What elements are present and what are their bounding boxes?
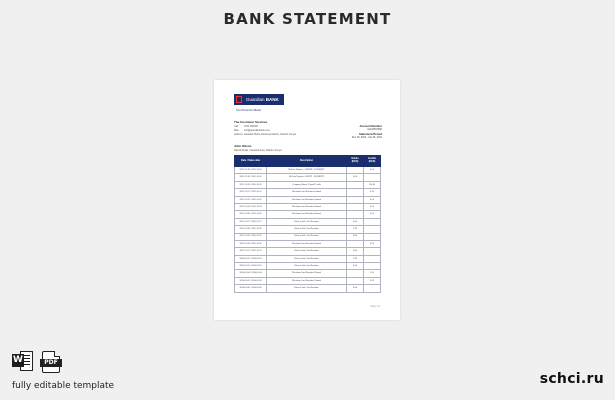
column-header-credits: Credits (KES): [364, 156, 381, 167]
word-document-icon: [12, 350, 34, 374]
account-holder-address: Nairobi Road, Industrial Area, Nairobi, Kenya: [234, 149, 282, 152]
cell-credit: [364, 248, 381, 255]
cell-date: 2023-12-24 / 2023-12-24: [235, 203, 267, 210]
cell-debit: [347, 196, 364, 203]
cell-date: 2023-12-27 / 2023-12-27: [235, 218, 267, 225]
cell-description: Merchant Card Purchase Refund: [267, 189, 347, 196]
table-row: [235, 203, 381, 210]
cell-description: Point of Sale Card Purchase: [267, 263, 347, 270]
cell-debit: [347, 277, 364, 284]
cell-description: Point of Sale Card Purchase: [267, 285, 347, 292]
cell-date: 2024-01-04 / 2024-01-04: [235, 270, 267, 277]
cell-description: Merchant Card Purchase Refund: [267, 211, 347, 218]
cell-credit: 200.00: [364, 181, 381, 188]
table-row: [235, 270, 381, 277]
cell-date: 2023-12-18 / 2023-12-18: [235, 167, 267, 174]
statement-document: [214, 80, 400, 320]
table-row: [235, 248, 381, 255]
cell-credit: 8.10: [364, 211, 381, 218]
pdf-document-icon: [40, 350, 62, 374]
table-header-row: [235, 156, 381, 167]
table-row: [235, 240, 381, 247]
site-brand: schci.ru: [539, 371, 604, 387]
cell-credit: 6.20: [364, 277, 381, 284]
page-number: Page 1/1: [370, 305, 380, 308]
cell-debit: [347, 167, 364, 174]
cell-description: Point of Sale Card Purchase: [267, 218, 347, 225]
table-row: [235, 211, 381, 218]
cell-date: 2023-12-28 / 2023-12-28: [235, 226, 267, 233]
statement-period-label: Statement Period: [358, 132, 382, 136]
cell-date: 2023-12-26 / 2023-12-26: [235, 211, 267, 218]
cell-credit: [364, 226, 381, 233]
transactions-body: [235, 167, 381, 293]
cell-description: Merchant Card Purchase Refund: [267, 277, 347, 284]
bank-logo-name: BANK: [265, 97, 279, 102]
column-header-description: Description: [267, 156, 347, 167]
cell-credit: [364, 233, 381, 240]
cell-description: Company Salary / Payroll Credit: [267, 181, 347, 188]
table-row: [235, 196, 381, 203]
cell-debit: 8.04: [347, 263, 364, 270]
table-row: [235, 277, 381, 284]
cell-date: 2024-01-03 / 2024-01-03: [235, 263, 267, 270]
cell-credit: 8.10: [364, 240, 381, 247]
pdf-icon-label: PDF: [40, 359, 62, 367]
table-row: [235, 263, 381, 270]
cell-credit: 8.10: [364, 189, 381, 196]
cell-debit: 8.04: [347, 248, 364, 255]
table-row: [235, 255, 381, 262]
cell-credit: [364, 255, 381, 262]
cell-description: Point of Sale Card Purchase: [267, 255, 347, 262]
cell-debit: 3.99: [347, 226, 364, 233]
cell-debit: [347, 189, 364, 196]
column-header-date: Date / Value date: [235, 156, 267, 167]
table-row: [235, 174, 381, 181]
cell-date: 2023-12-29 / 2023-12-29: [235, 233, 267, 240]
cell-description: Point of Sale Card Purchase: [267, 226, 347, 233]
table-row: [235, 181, 381, 188]
format-icons: [12, 350, 62, 374]
cell-description: Merchant Card Purchase Refund: [267, 270, 347, 277]
cell-description: Merchant Card Purchase Refund: [267, 203, 347, 210]
cell-credit: 2.50: [364, 270, 381, 277]
cell-credit: [364, 218, 381, 225]
statement-period-value: Dec 18, 2023 - Jan 06, 2024: [351, 136, 382, 139]
table-row: [235, 233, 381, 240]
cell-credit: [364, 285, 381, 292]
cell-debit: 3.99: [347, 255, 364, 262]
customer-service-line: AddressGuardian Bank, Business District, Nairobi, Kenya: [234, 133, 296, 136]
word-icon-letter: W: [13, 355, 23, 365]
cell-debit: [347, 240, 364, 247]
column-header-debits: Debits (KES): [347, 156, 364, 167]
transactions-table: [234, 155, 381, 293]
cell-date: 2023-12-20 / 2023-12-20: [235, 181, 267, 188]
cell-credit: 8.10: [364, 196, 381, 203]
cell-date: 2023-12-18 / 2023-12-18: [235, 174, 267, 181]
bank-logo-icon: [234, 94, 244, 105]
account-number-label: Account Number: [359, 124, 382, 128]
cell-debit: [347, 270, 364, 277]
page-title: BANK STATEMENT: [223, 10, 392, 28]
table-row: [235, 167, 381, 174]
cell-date: 2024-01-05 / 2024-01-05: [235, 277, 267, 284]
cell-description: Point of Sale Card Purchase: [267, 248, 347, 255]
cell-date: 2024-01-02 / 2024-01-02: [235, 255, 267, 262]
account-number-value: 01234567890: [367, 128, 382, 131]
cell-date: 2024-01-06 / 2024-01-06: [235, 285, 267, 292]
cell-description: M-Pesa Transfer - CREDIT - PAYMENT: [267, 167, 347, 174]
cell-debit: [347, 203, 364, 210]
table-row: [235, 285, 381, 292]
cell-debit: [347, 181, 364, 188]
cell-credit: 8.10: [364, 203, 381, 210]
table-row: [235, 226, 381, 233]
cell-debit: 8.04: [347, 233, 364, 240]
account-holder-name: John Otieno: [234, 144, 252, 148]
customer-service-line: Mail info@guardianbank.com: [234, 129, 270, 132]
cell-credit: [364, 263, 381, 270]
customer-service-heading: The Customer Services: [234, 120, 268, 124]
cell-date: 2023-12-30 / 2023-12-30: [235, 240, 267, 247]
cell-debit: 8.04: [347, 174, 364, 181]
cell-description: M-Pesa Transfer - DEBIT - PAYMENT: [267, 174, 347, 181]
table-row: [235, 218, 381, 225]
cell-credit: 8.10: [364, 167, 381, 174]
cell-description: Point of Sale Card Purchase: [267, 233, 347, 240]
editable-template-note: fully editable template: [12, 381, 115, 391]
cell-debit: 8.04: [347, 285, 364, 292]
bank-logo: [234, 94, 284, 105]
table-row: [235, 189, 381, 196]
cell-description: Merchant Card Purchase Refund: [267, 196, 347, 203]
cell-date: 2023-12-21 / 2023-12-21: [235, 189, 267, 196]
cell-date: 2023-12-31 / 2023-12-31: [235, 248, 267, 255]
cell-credit: [364, 174, 381, 181]
bank-logo-prefix: Guardian: [246, 97, 266, 102]
cell-debit: 8.04: [347, 218, 364, 225]
cell-debit: [347, 211, 364, 218]
customer-service-line: Call 0700 000000: [234, 125, 258, 128]
bank-tagline: Your Premium Bank: [236, 108, 261, 112]
cell-date: 2023-12-22 / 2023-12-22: [235, 196, 267, 203]
cell-description: Merchant Card Purchase Refund: [267, 240, 347, 247]
